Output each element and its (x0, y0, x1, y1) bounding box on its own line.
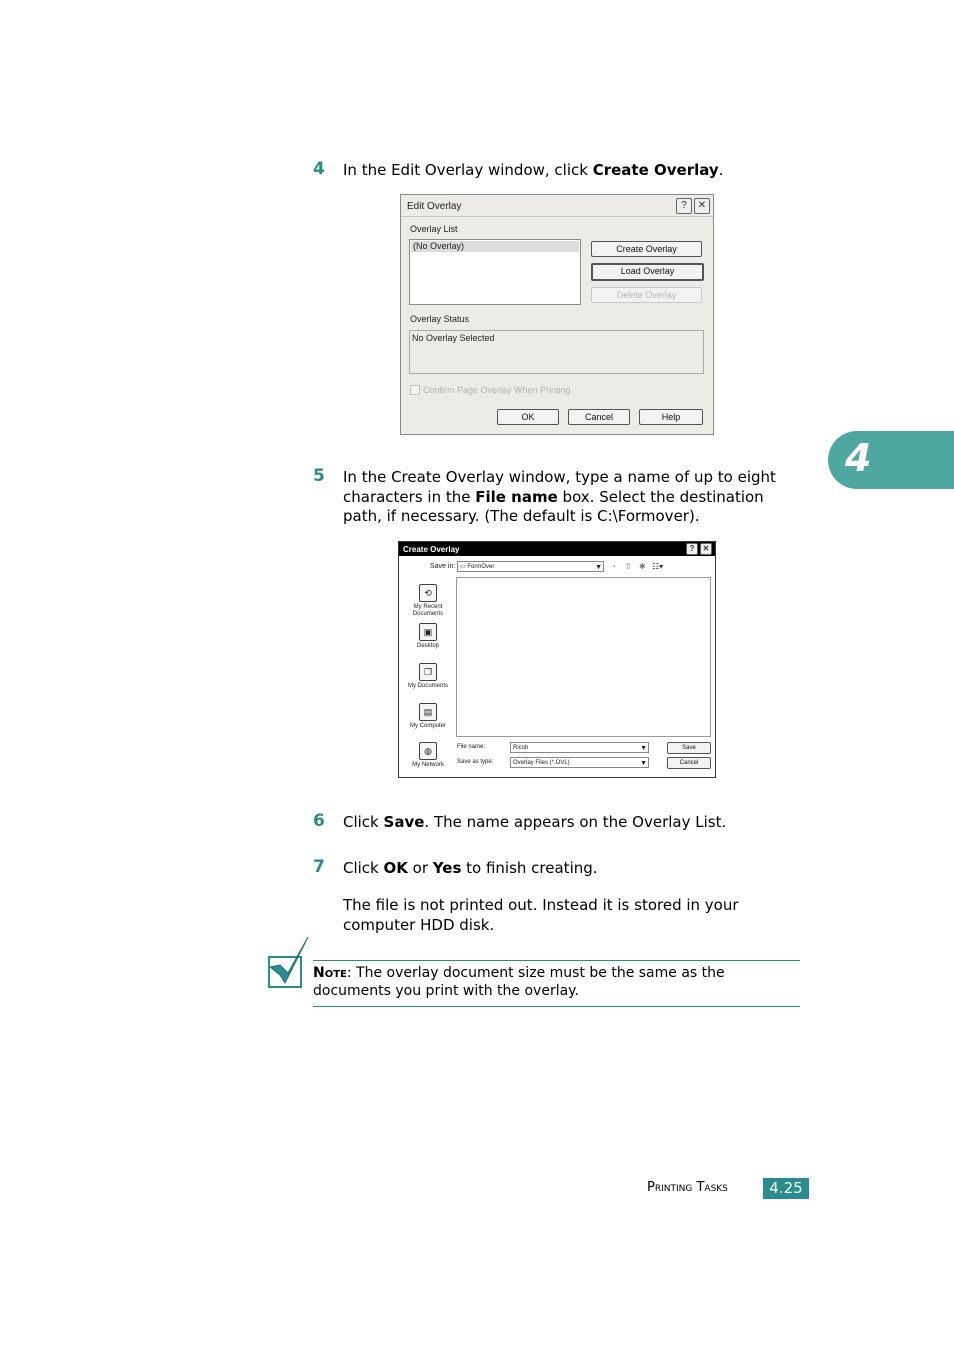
step-6-text: Click Save. The name appears on the Overlay List. (343, 813, 727, 831)
step-6-number: 6 (313, 811, 325, 831)
overlay-status-text: No Overlay Selected (412, 333, 495, 343)
help-button[interactable]: Help (639, 409, 703, 425)
close-icon[interactable]: ✕ (694, 198, 710, 214)
save-as-type-select[interactable]: Overlay Files (*.OVL) ▼ (510, 757, 649, 768)
chevron-down-icon[interactable]: ▼ (595, 564, 602, 571)
chapter-number: 4 (845, 436, 872, 480)
storage-paragraph: The file is not printed out. Instead it is stored in your computer HDD disk. (343, 896, 739, 934)
folder-icon: ▭ (460, 564, 468, 570)
help-icon[interactable]: ? (686, 543, 698, 555)
step-5-text: In the Create Overlay window, type a name of up to eight characters in the File name box. Select the destination path, if necessary. (The default is C:\Formover). (343, 468, 776, 525)
desktop-icon: ▣ (419, 623, 437, 641)
footer-section: Printing Tasks (647, 1180, 728, 1195)
note-bottom-rule (313, 1006, 800, 1007)
place-my-network[interactable]: ◍ My Network (403, 742, 453, 769)
note-text: Note: The overlay document size must be the same as the documents you print with the overlay. (313, 965, 725, 999)
place-desktop[interactable]: ▣ Desktop (403, 623, 453, 650)
create-overlay-titlebar (399, 542, 715, 556)
confirm-overlay-label: Confirm Page Overlay When Printing (423, 385, 571, 395)
place-my-documents[interactable]: ❐ My Documents (403, 663, 453, 690)
chevron-down-icon[interactable]: ▼ (640, 745, 647, 752)
delete-overlay-button[interactable]: Delete Overlay (591, 287, 702, 303)
ok-button[interactable]: OK (497, 409, 559, 425)
overlay-list-label: Overlay List (410, 224, 458, 234)
close-icon[interactable]: ✕ (700, 543, 712, 555)
documents-icon: ❐ (419, 663, 437, 681)
computer-icon: ▤ (419, 703, 437, 721)
step-4-text: In the Edit Overlay window, click Create Overlay. (343, 161, 724, 179)
create-overlay-dialog (398, 541, 716, 778)
edit-overlay-titlebar (401, 195, 713, 217)
save-as-type-label: Save as type: (457, 759, 494, 765)
save-button[interactable]: Save (667, 742, 711, 754)
step-4-number: 4 (313, 159, 325, 179)
place-my-recent-documents[interactable]: ⟲ My Recent Documents (403, 584, 453, 618)
confirm-overlay-checkbox[interactable] (410, 385, 420, 395)
create-overlay-title: Create Overlay (403, 545, 460, 554)
overlay-list-item[interactable]: (No Overlay) (411, 241, 579, 252)
new-folder-icon[interactable]: ✱ (639, 562, 646, 571)
chevron-down-icon[interactable]: ▼ (640, 760, 647, 767)
overlay-status-box (409, 330, 704, 374)
help-icon[interactable]: ? (676, 198, 692, 214)
overlay-status-label: Overlay Status (410, 314, 470, 324)
network-icon: ◍ (419, 742, 437, 760)
step-7-text: Click OK or Yes to finish creating. (343, 859, 598, 877)
file-name-input[interactable]: Ricoh ▼ (510, 742, 649, 753)
up-folder-icon[interactable]: ⇧ (625, 562, 632, 571)
place-my-computer[interactable]: ▤ My Computer (403, 703, 453, 730)
recent-documents-icon: ⟲ (419, 584, 437, 602)
file-list-area[interactable] (456, 577, 711, 737)
checkmark-icon (266, 935, 312, 991)
save-in-combo[interactable]: ▭ FormOver ▼ (457, 561, 604, 572)
step-7-number: 7 (313, 857, 325, 877)
edit-overlay-dialog (400, 194, 714, 435)
step-5-number: 5 (313, 466, 325, 486)
load-overlay-button[interactable]: Load Overlay (591, 263, 704, 281)
save-in-label: Save in: (430, 563, 456, 570)
note-top-rule (313, 960, 800, 961)
file-name-label: File name: (457, 744, 486, 750)
views-menu-icon[interactable]: ☷▾ (652, 562, 664, 571)
create-overlay-button[interactable]: Create Overlay (591, 241, 702, 257)
overlay-list[interactable] (409, 239, 581, 305)
page-number: 4.25 (763, 1178, 809, 1199)
edit-overlay-title: Edit Overlay (407, 201, 462, 212)
cancel-button[interactable]: Cancel (568, 409, 630, 425)
back-icon[interactable]: ◔ (611, 562, 616, 571)
cancel-button[interactable]: Cancel (667, 757, 711, 769)
